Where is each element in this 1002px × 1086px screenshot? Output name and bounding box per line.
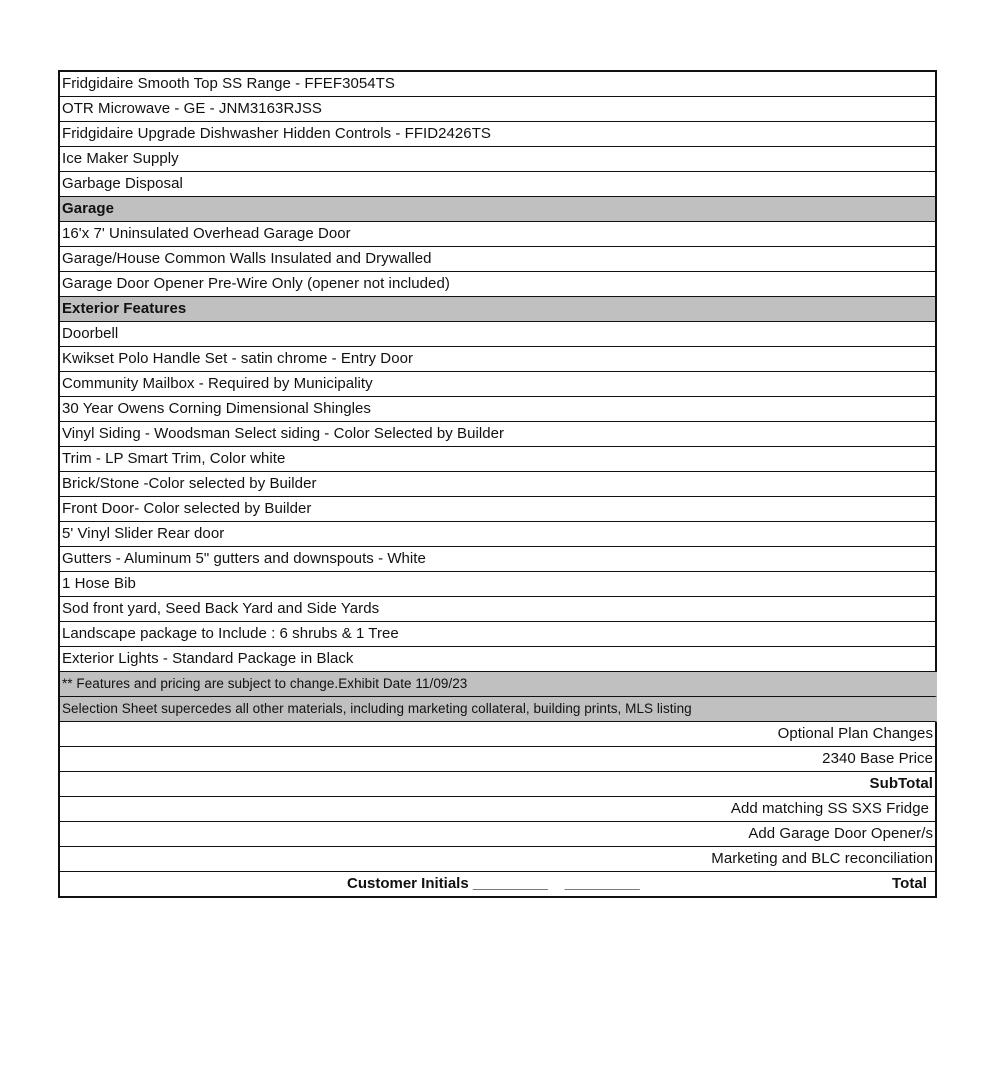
pricing-label: Add Garage Door Opener/s — [748, 825, 933, 842]
item-row — [58, 172, 937, 197]
item-row — [58, 647, 937, 672]
item-text: Fridgidaire Upgrade Dishwasher Hidden Controls - FFID2426TS — [62, 125, 491, 142]
item-row — [58, 447, 937, 472]
item-row — [58, 622, 937, 647]
customer-initials: Customer Initials _________ _________ — [347, 875, 640, 892]
pricing-row-fridge — [58, 797, 937, 822]
item-text: Trim - LP Smart Trim, Color white — [62, 450, 286, 467]
item-row — [58, 222, 937, 247]
pricing-row-optional-plan-changes — [58, 722, 937, 747]
item-text: 30 Year Owens Corning Dimensional Shingles — [62, 400, 371, 417]
item-row — [58, 397, 937, 422]
item-row — [58, 272, 937, 297]
pricing-row-subtotal — [58, 772, 937, 797]
section-header-exterior — [58, 297, 937, 322]
disclaimer-text: ** Features and pricing are subject to change.Exhibit Date 11/09/23 — [62, 676, 468, 691]
pricing-row-garage-opener — [58, 822, 937, 847]
item-text: Sod front yard, Seed Back Yard and Side Yards — [62, 600, 380, 617]
item-text: 1 Hose Bib — [62, 575, 136, 592]
item-row — [58, 422, 937, 447]
item-row — [58, 247, 937, 272]
subtotal-label: SubTotal — [869, 775, 933, 792]
item-text: OTR Microwave - GE - JNM3163RJSS — [62, 100, 322, 117]
item-text: Ice Maker Supply — [62, 150, 179, 167]
section-title: Exterior Features — [62, 300, 187, 317]
item-row — [58, 72, 937, 97]
disclaimer-row — [58, 697, 937, 722]
item-text: 5' Vinyl Slider Rear door — [62, 525, 225, 542]
disclaimer-text: Selection Sheet supercedes all other materials, including marketing collateral, building prints, MLS listing — [62, 701, 692, 716]
item-text: Front Door- Color selected by Builder — [62, 500, 312, 517]
item-row — [58, 322, 937, 347]
item-row — [58, 597, 937, 622]
item-text: Fridgidaire Smooth Top SS Range - FFEF3054TS — [62, 75, 395, 92]
item-row — [58, 372, 937, 397]
item-text: Garbage Disposal — [62, 175, 183, 192]
item-row — [58, 147, 937, 172]
item-text: 16'x 7' Uninsulated Overhead Garage Door — [62, 225, 351, 242]
pricing-row-marketing — [58, 847, 937, 872]
item-row — [58, 547, 937, 572]
section-title: Garage — [62, 200, 114, 217]
item-text: Vinyl Siding - Woodsman Select siding - Color Selected by Builder — [62, 425, 505, 442]
section-header-garage — [58, 197, 937, 222]
item-text: Exterior Lights - Standard Package in Black — [62, 650, 354, 667]
disclaimer-row — [58, 672, 937, 697]
item-row — [58, 497, 937, 522]
item-text: Community Mailbox - Required by Municipality — [62, 375, 373, 392]
item-text: Garage/House Common Walls Insulated and Drywalled — [62, 250, 432, 267]
selection-sheet-table — [58, 70, 937, 898]
item-text: Garage Door Opener Pre-Wire Only (opener not included) — [62, 275, 450, 292]
pricing-label: Marketing and BLC reconciliation — [711, 850, 933, 867]
item-text: Landscape package to Include : 6 shrubs & 1 Tree — [62, 625, 399, 642]
item-row — [58, 472, 937, 497]
item-row — [58, 572, 937, 597]
item-row — [58, 522, 937, 547]
item-row — [58, 347, 937, 372]
pricing-row-total — [58, 872, 937, 898]
item-text: Brick/Stone -Color selected by Builder — [62, 475, 317, 492]
item-row — [58, 122, 937, 147]
item-row — [58, 97, 937, 122]
item-text: Gutters - Aluminum 5" gutters and downspouts - White — [62, 550, 426, 567]
total-label: Total — [892, 875, 927, 892]
pricing-label: 2340 Base Price — [822, 750, 933, 767]
item-text: Doorbell — [62, 325, 119, 342]
pricing-row-base-price — [58, 747, 937, 772]
pricing-label: Optional Plan Changes — [777, 725, 933, 742]
pricing-label: Add matching SS SXS Fridge — [730, 800, 929, 817]
item-text: Kwikset Polo Handle Set - satin chrome - Entry Door — [62, 350, 414, 367]
